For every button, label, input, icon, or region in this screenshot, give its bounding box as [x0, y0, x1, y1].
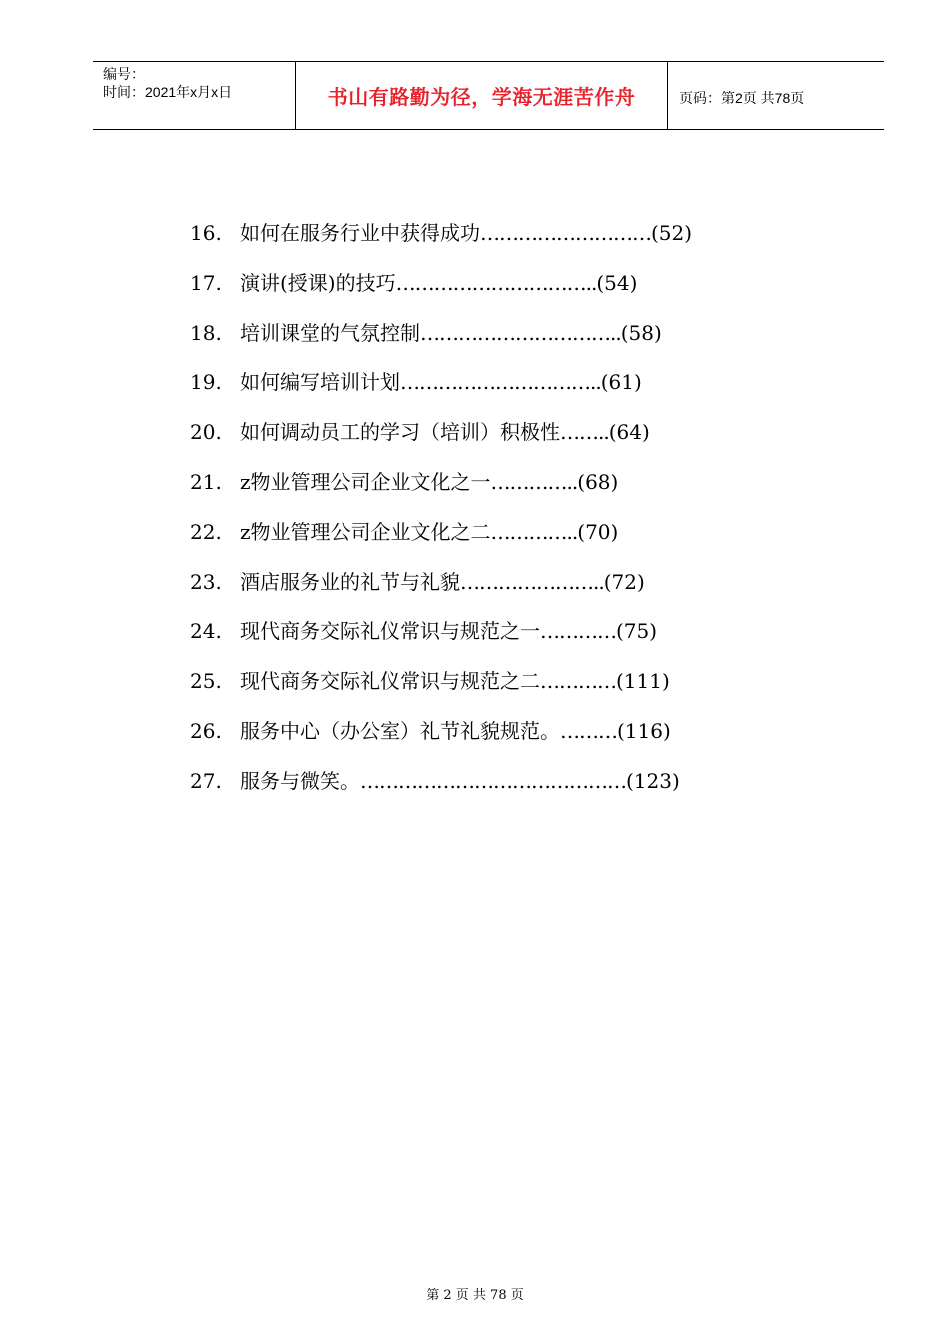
toc-entry-number: 25. — [190, 669, 222, 694]
document-time-label: 时间：2021年x月x日 — [103, 84, 233, 100]
toc-entry-title: 现代商务交际礼仪常识与规范之一 — [240, 619, 540, 644]
toc-entry-title: 培训课堂的气氛控制 — [240, 320, 420, 345]
toc-entry — [190, 567, 790, 617]
header-motto: 书山有路勤为径，学海无涯苦作舟 — [327, 85, 636, 109]
toc-entry-page: (75) — [616, 619, 658, 644]
toc-entry-title: 如何编写培训计划 — [240, 370, 400, 395]
toc-entry — [190, 716, 790, 766]
toc-entry-page: (111) — [616, 669, 670, 694]
toc-entry — [190, 666, 790, 716]
toc-entry-leader: ………… — [540, 669, 616, 694]
toc-entry — [190, 467, 790, 517]
toc-entry — [190, 268, 790, 318]
toc-entry-page: (52) — [651, 221, 693, 245]
toc-entry-number: 26. — [190, 718, 222, 743]
toc-entry-page: (64) — [608, 420, 650, 445]
toc-entry-title: z物业管理公司企业文化之一 — [240, 469, 491, 494]
toc-entry — [190, 367, 790, 417]
page-header — [93, 61, 884, 130]
page-footer: 第 2 页 共 78 页 — [426, 1288, 524, 1303]
toc-entry-number: 24. — [190, 619, 222, 644]
toc-entry-leader: ……… — [560, 718, 617, 743]
toc-entry-page: (123) — [626, 768, 680, 793]
toc-entry — [190, 417, 790, 467]
header-middle-cell — [295, 62, 668, 129]
table-of-contents — [190, 218, 790, 816]
toc-entry-leader: ………….. — [490, 519, 578, 544]
toc-entry-leader: …………………………………… — [360, 768, 626, 793]
header-page-code: 页码：第2页 共78页 — [679, 90, 805, 106]
toc-entry-leader: ………… — [540, 619, 616, 644]
toc-entry-title: 服务与微笑。 — [240, 768, 360, 793]
toc-entry-page: (58) — [620, 320, 662, 345]
toc-entry-leader: ………………………….. — [395, 270, 597, 295]
header-left-cell — [93, 62, 295, 129]
toc-entry-number: 18. — [190, 320, 222, 345]
toc-entry-number: 16. — [190, 221, 222, 245]
toc-entry-title: 如何调动员工的学习（培训）积极性 — [240, 420, 560, 445]
toc-entry-leader: ………………….. — [460, 569, 604, 594]
toc-entry-leader: …….. — [560, 420, 609, 445]
toc-entry — [190, 318, 790, 368]
toc-entry-title: 现代商务交际礼仪常识与规范之二 — [240, 669, 540, 694]
toc-entry-page: (61) — [600, 370, 642, 395]
document-code-label: 编号： — [103, 66, 145, 82]
toc-entry-title: z物业管理公司企业文化之二 — [240, 519, 491, 544]
toc-entry-page: (116) — [617, 718, 671, 743]
toc-entry-title: 如何在服务行业中获得成功 — [240, 221, 480, 245]
toc-entry-title: 酒店服务业的礼节与礼貌 — [240, 569, 460, 594]
toc-entry-page: (72) — [603, 569, 645, 594]
toc-entry-leader: ………………………….. — [400, 370, 601, 395]
toc-entry-page: (70) — [577, 519, 619, 544]
toc-entry-title: 演讲(授课)的技巧 — [240, 270, 396, 295]
toc-entry — [190, 517, 790, 567]
toc-entry-number: 21. — [190, 469, 222, 494]
toc-entry-leader: ………………………….. — [420, 320, 621, 345]
toc-entry-number: 20. — [190, 420, 222, 445]
toc-entry — [190, 766, 790, 816]
toc-entry — [190, 218, 790, 268]
toc-entry-page: (68) — [577, 469, 619, 494]
header-right-cell — [668, 62, 884, 129]
toc-entry-leader: ……………………… — [480, 221, 651, 245]
toc-entry-number: 23. — [190, 569, 222, 594]
toc-entry-page: (54) — [596, 270, 638, 295]
toc-entry-title: 服务中心（办公室）礼节礼貌规范。 — [240, 718, 560, 743]
toc-entry-number: 22. — [190, 519, 222, 544]
toc-entry-number: 19. — [190, 370, 222, 395]
toc-entry-leader: ………….. — [490, 469, 578, 494]
toc-entry — [190, 616, 790, 666]
toc-entry-number: 17. — [190, 270, 222, 295]
toc-entry-number: 27. — [190, 768, 222, 793]
